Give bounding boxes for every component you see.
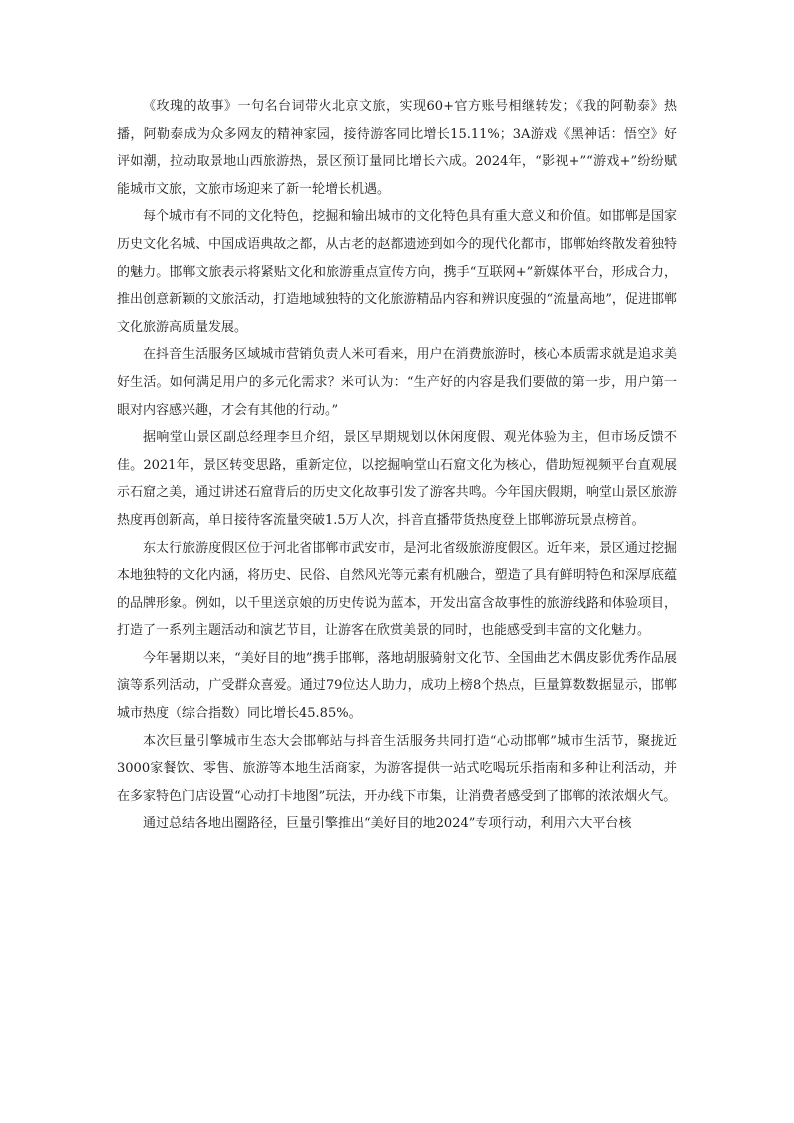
- paragraph: 东太行旅游度假区位于河北省邯郸市武安市，是河北省级旅游度假区。近年来，景区通过挖掘本地独特的文化内涵，将历史、民俗、自然风光等元素有机融合，塑造了具有鲜明特色和深厚底蕴的品牌形象。例如，以千里送京娘的历史传说为蓝本，开发出富含故事性的旅游线路和体验项目，打造了一系列主题活动和演艺节目，让游客在欣赏美景的同时，也能感受到丰富的文化魅力。: [117, 540, 677, 639]
- paragraph: 《玫瑰的故事》一句名台词带火北京文旅，实现60+官方账号相继转发；《我的阿勒泰》热播，阿勒泰成为众多网友的精神家园，接待游客同比增长15.11%；3A游戏《黑神话：悟空》好评如潮，拉动取景地山西旅游热，景区预订量同比增长六成。2024年，“影视+”“游戏+”纷纷赋能城市文旅，文旅市场迎来了新一轮增长机遇。: [117, 99, 677, 197]
- paragraph: 本次巨量引擎城市生态大会邯郸站与抖音生活服务共同打造“心动邯郸”城市生活节，聚拢近3000家餐饮、零售、旅游等本地生活商家，为游客提供一站式吃喝玩乐指南和多种让利活动，并在多家特色门店设置“心动打卡地图”玩法，开办线下市集，让消费者感受到了邯郸的浓浓烟火气。: [117, 733, 677, 804]
- paragraph: 每个城市有不同的文化特色，挖掘和输出城市的文化特色具有重大意义和价值。如邯郸是国家历史文化名城、中国成语典故之都，从古老的赵都遗迹到如今的现代化都市，邯郸始终散发着独特的魅力。邯郸文旅表示将紧贴文化和旅游重点宣传方向，携手“互联网+”新媒体平台，形成合力，推出创意新颖的文旅活动，打造地域独特的文化旅游精品内容和辨识度强的“流量高地”，促进邯郸文化旅游高质量发展。: [117, 209, 677, 335]
- paragraph: 据响堂山景区副总经理李旦介绍，景区早期规划以休闲度假、观光体验为主，但市场反馈不佳。2021年，景区转变思路，重新定位，以挖掘响堂山石窟文化为核心，借助短视频平台直观展示石窟之美，通过讲述石窟背后的历史文化故事引发了游客共鸣。今年国庆假期，响堂山景区旅游热度再创新高，单日接待客流量突破1.5万人次，抖音直播带货热度登上邯郸游玩景点榜首。: [117, 430, 677, 528]
- paragraph: 通过总结各地出圈路径，巨量引擎推出“美好目的地2024”专项行动，利用六大平台核: [143, 816, 632, 832]
- paragraph: 今年暑期以来，“美好目的地”携手邯郸，落地胡服骑射文化节、全国曲艺木偶皮影优秀作品展演等系列活动，广受群众喜爱。通过79位达人助力，成功上榜8个热点，巨量算数数据显示，邯郸城市热度（综合指数）同比增长45.85%。: [117, 650, 677, 722]
- paragraph: 在抖音生活服务区域城市营销负责人米可看来，用户在消费旅游时，核心本质需求就是追求美好生活。如何满足用户的多元化需求？米可认为：“生产好的内容是我们要做的第一步，用户第一眼对内容感兴趣，才会有其他的行动。”: [117, 347, 677, 418]
- article-body: [117, 93, 677, 838]
